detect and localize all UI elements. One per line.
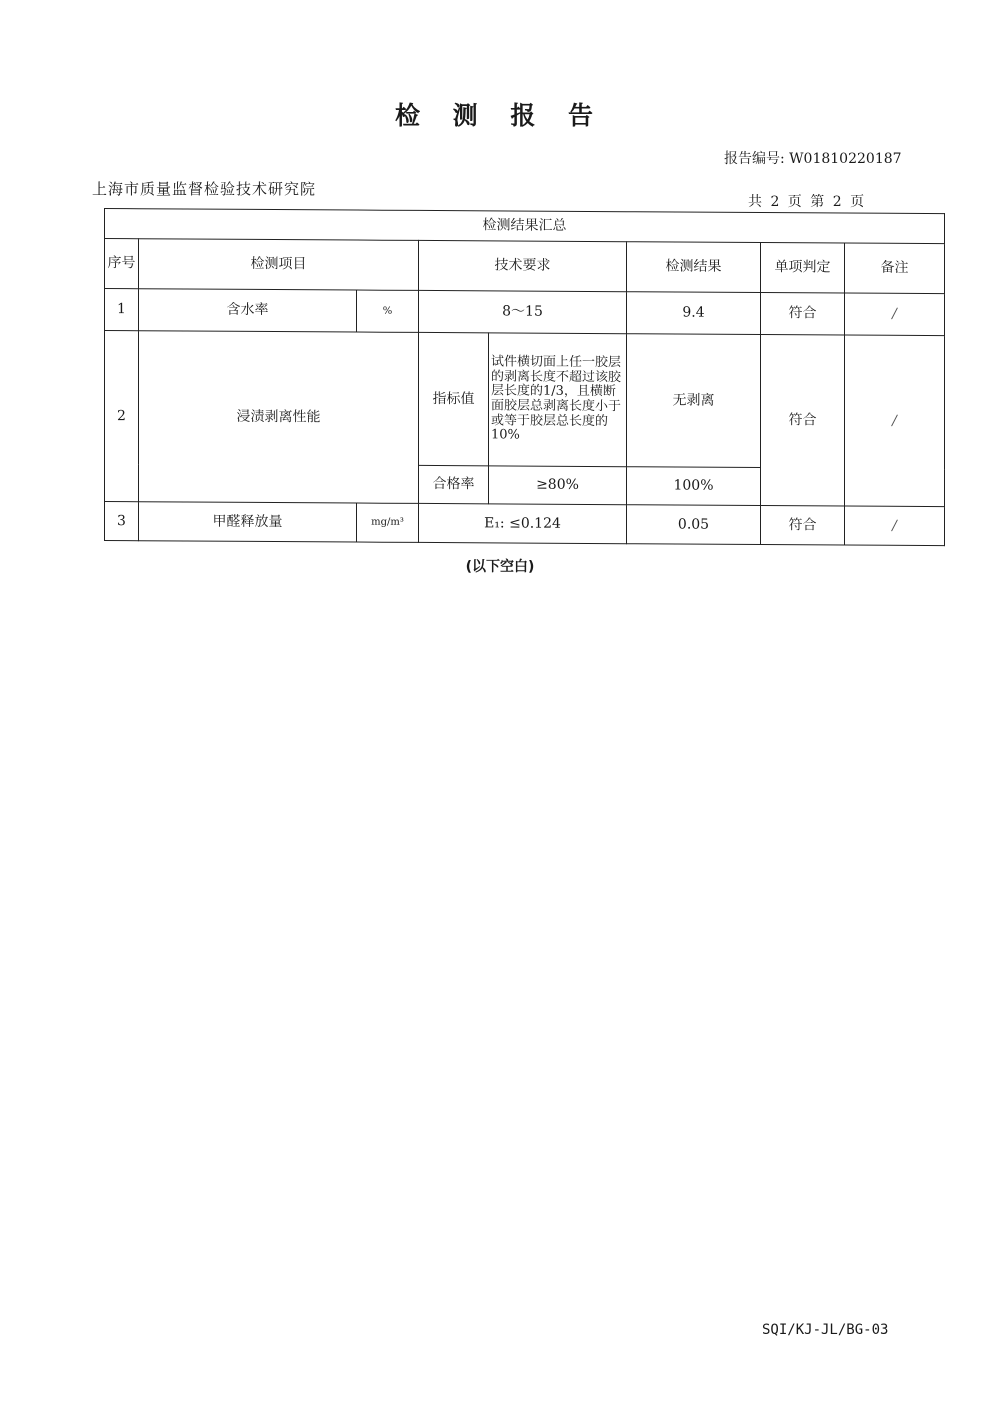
row-seq: 1 [105,289,139,331]
row-item: 浸渍剥离性能 [139,331,419,504]
organization-name: 上海市质量监督检验技术研究院 [92,180,317,198]
column-header-seq: 序号 [105,239,139,289]
blank-below-note: (以下空白) [465,559,535,575]
row-remark: / [845,506,945,546]
results-table [104,208,945,546]
table-header-row [105,239,945,294]
table-row [105,289,945,336]
column-header-remark: 备注 [845,243,945,294]
row-result: 9.4 [627,292,761,335]
table-row [105,331,945,469]
row-requirement: 8～15 [419,290,627,333]
row-requirement: ≥80% [489,466,627,505]
row-result: 100% [627,467,761,506]
row-item: 甲醛释放量 [139,502,357,542]
row-sub-label: 指标值 [419,332,489,465]
report-number: 报告编号: W01810220187 [724,151,902,167]
row-requirement: 试件横切面上任一胶层的剥离长度不超过该胶层长度的1/3，且横断面胶层总剥离长度小于或等于胶层总长度的10% [489,333,627,467]
table-row [105,502,945,546]
row-seq: 2 [105,331,139,502]
row-seq: 3 [105,502,139,541]
row-unit: % [357,290,419,332]
row-remark: / [845,293,945,336]
page-title: 检 测 报 告 [394,101,606,130]
row-judgment: 符合 [761,506,845,546]
footer-code: SQI/KJ-JL/BG-03 [762,1322,889,1338]
column-header-judgment: 单项判定 [761,243,845,294]
row-result: 0.05 [627,505,761,545]
row-judgment: 符合 [761,293,845,336]
page-info: 共 2 页 第 2 页 [748,194,867,210]
row-remark: / [845,335,945,507]
row-judgment: 符合 [761,335,845,507]
column-header-requirement: 技术要求 [419,240,627,291]
row-sub-label: 合格率 [419,465,489,503]
column-header-result: 检测结果 [627,242,761,293]
table-caption: 检测结果汇总 [105,209,945,244]
row-requirement: E₁: ≤0.124 [419,503,627,543]
row-item: 含水率 [139,289,357,332]
row-unit: mg/m³ [357,503,419,542]
row-result: 无剥离 [627,334,761,468]
column-header-item: 检测项目 [139,239,419,291]
